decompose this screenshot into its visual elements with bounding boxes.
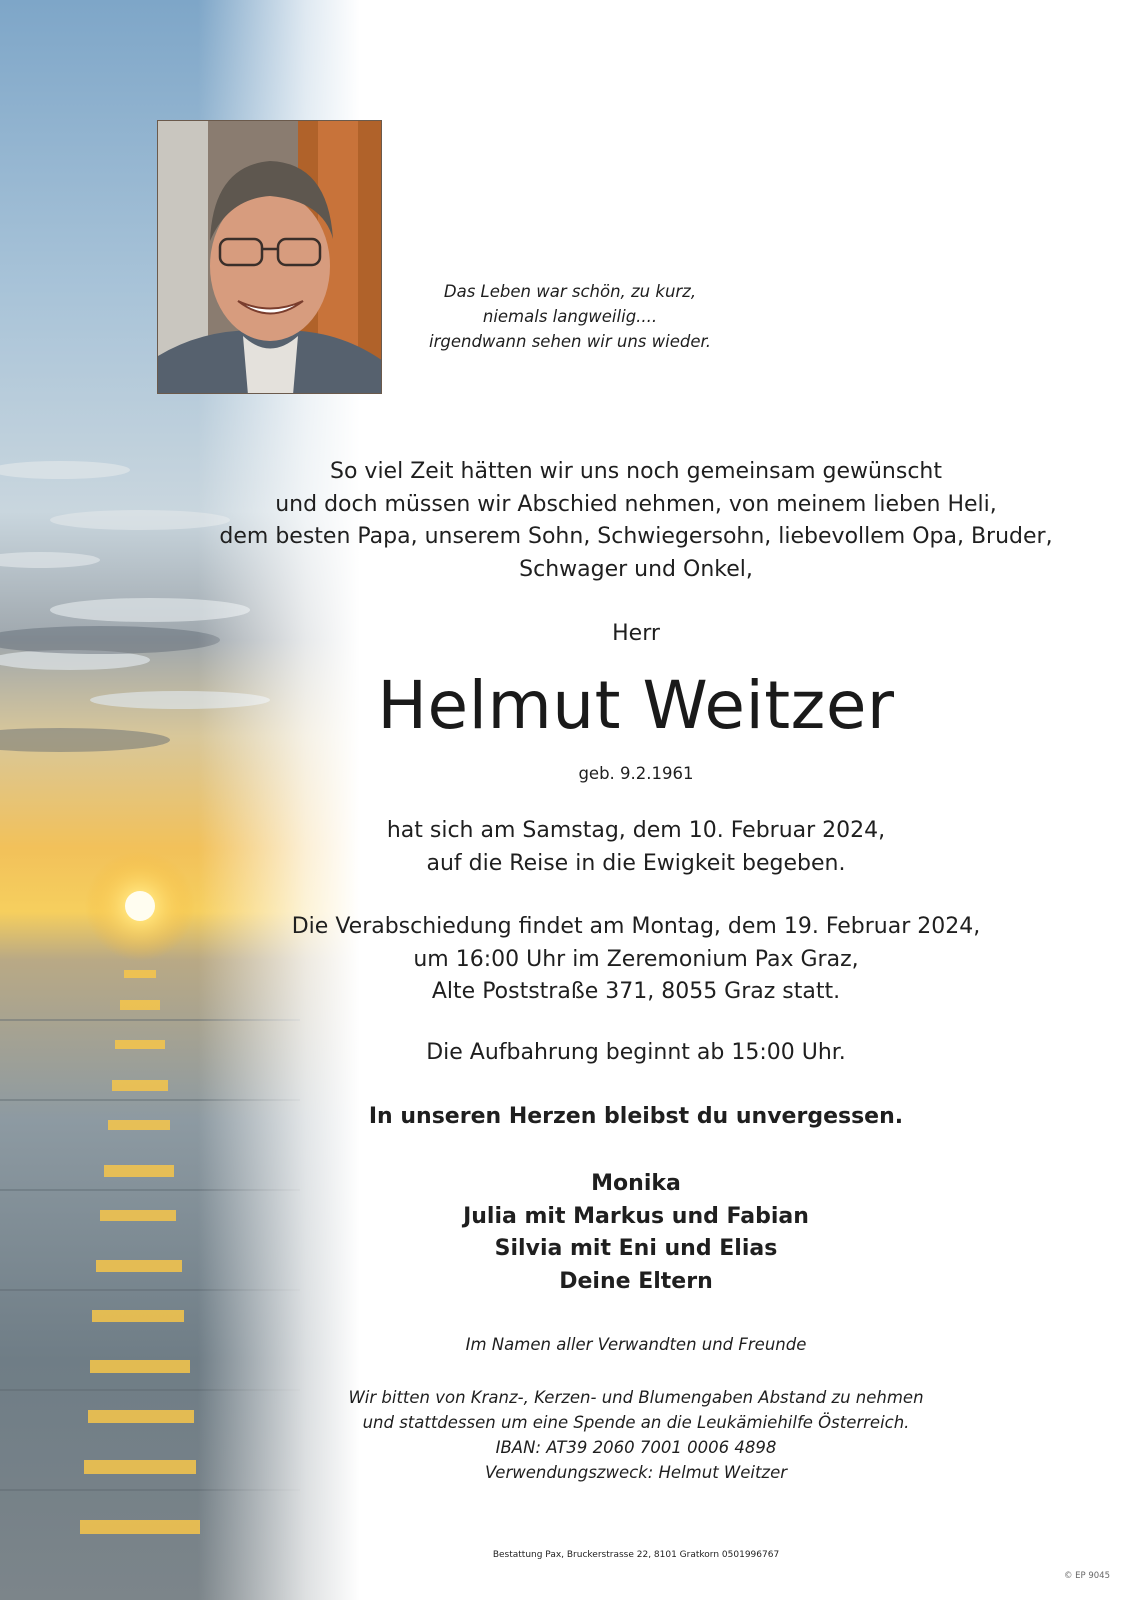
intro-text: So viel Zeit hätten wir uns noch gemeinsam gewünscht und doch müssen wir Abschied nehmen, von meinem lieben Heli, dem besten Papa, unserem Sohn, Schwiegersohn, liebevollem Opa, Bruder, Schwager und Onkel, xyxy=(219,459,1053,582)
deceased-name: Helmut Weitzer xyxy=(377,667,895,744)
family-member: Silvia mit Eni und Elias xyxy=(494,1236,778,1261)
viewing-time: Die Aufbahrung beginnt ab 15:00 Uhr. xyxy=(426,1040,846,1065)
on-behalf-text: Im Namen aller Verwandten und Freunde xyxy=(465,1335,807,1354)
family-member: Monika xyxy=(591,1171,681,1196)
birth-date: geb. 9.2.1961 xyxy=(578,764,694,783)
family-list xyxy=(140,1168,1132,1298)
iban: IBAN: AT39 2060 7001 0006 4898 xyxy=(495,1438,777,1457)
family-member: Deine Eltern xyxy=(559,1268,713,1294)
service-details: Die Verabschiedung findet am Montag, dem 19. Februar 2024, um 16:00 Uhr im Zeremonium Pax Graz, Alte Poststraße 371, 8055 Graz statt. xyxy=(291,914,981,1004)
motto: Das Leben war schön, zu kurz, niemals langweilig.... irgendwann sehen wir uns wieder. xyxy=(429,282,711,351)
funeral-home-footer: Bestattung Pax, Bruckerstrasse 22, 8101 Gratkorn 0501996767 xyxy=(492,1550,780,1560)
portrait-photo xyxy=(157,120,382,394)
passing-text: hat sich am Samstag, dem 10. Februar 2024, auf die Reise in die Ewigkeit begeben. xyxy=(386,818,886,876)
salutation: Herr xyxy=(612,621,660,646)
remembrance-line: In unseren Herzen bleibst du unvergessen. xyxy=(368,1104,904,1129)
donation-request: Wir bitten von Kranz-, Kerzen- und Blumengaben Abstand zu nehmen und stattdessen um eine Spende an die Leukämiehilfe Österreich. IBAN: AT39 2060 7001 0006 4898 Verwendungszweck: Helmut Weitzer xyxy=(140,1385,1132,1485)
family-member: Julia mit Markus und Fabian xyxy=(463,1203,809,1229)
template-code: © EP 9045 xyxy=(1063,1571,1110,1581)
